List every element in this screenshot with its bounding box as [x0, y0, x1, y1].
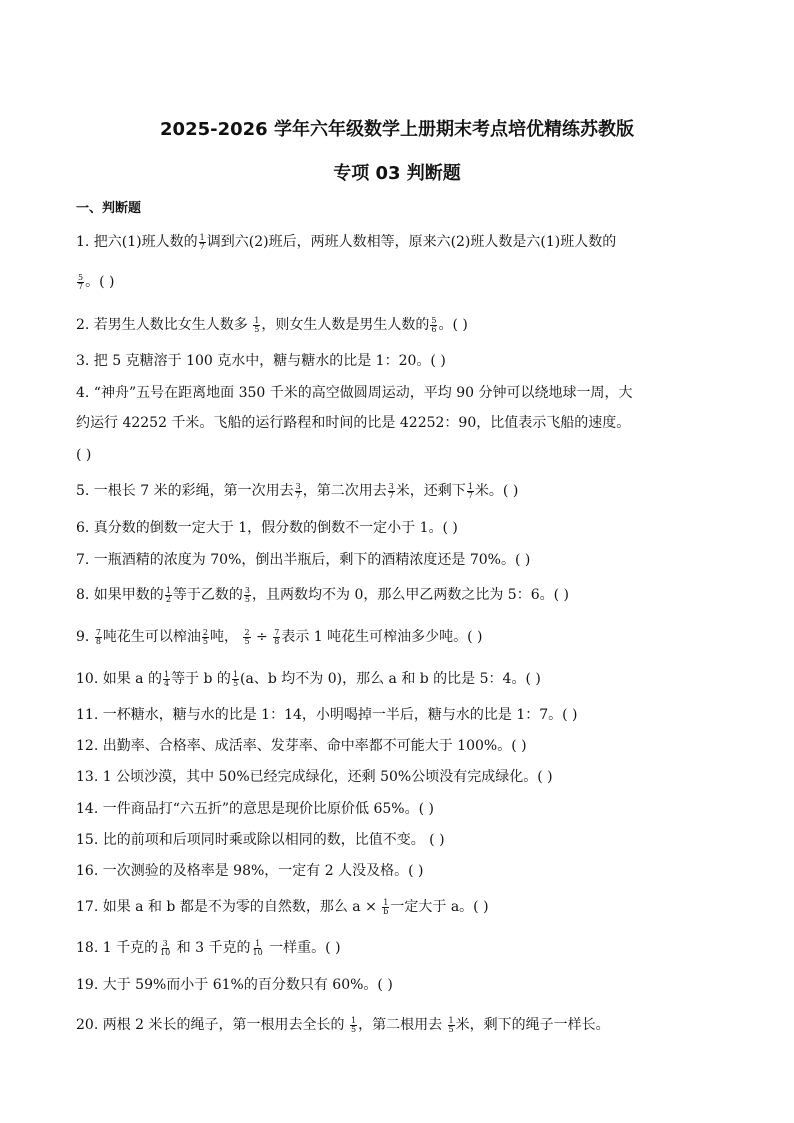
question-text: 等于乙数的 — [172, 587, 243, 603]
question-20 — [76, 1015, 610, 1035]
question-17 — [76, 897, 489, 917]
question-text: 5. 一根长 7 米的彩绳，第一次用去 — [76, 483, 294, 499]
fraction: $\frac{1}{10}$ — [252, 938, 263, 957]
question-text: 表示 1 吨花生可榨油多少吨。( ) — [281, 629, 483, 645]
question-19: 19. 大于 59%而小于 61%的百分数只有 60%。( ) — [76, 977, 393, 993]
question-text: 2. 若男生人数比女生人数多 — [76, 317, 248, 333]
question-text: ，且两数均不为 0，那么甲乙两数之比为 5：6。( ) — [252, 587, 569, 603]
question-11: 11. 一杯糖水，糖与水的比是 1：14，小明喝掉一半后，糖与水的比是 1：7。( ) — [76, 707, 578, 723]
question-text: ，第二根用去 — [358, 1017, 443, 1033]
document-title: 2025-2026 学年六年级数学上册期末考点培优精练苏教版 — [160, 119, 634, 140]
question-8 — [76, 585, 569, 605]
question-text: 10. 如果 a 的 — [76, 671, 162, 687]
question-3: 3. 把 5 克糖溶于 100 克水中，糖与糖水的比是 1：20。( ) — [76, 353, 446, 369]
question-text: 吨花生可以榨油 — [102, 629, 201, 645]
fraction: $\frac{7}{8}$ — [95, 627, 101, 646]
question-16: 16. 一次测验的及格率是 98%，一定有 2 人没及格。( ) — [76, 863, 424, 879]
fraction: $\frac{3}{10}$ — [160, 938, 171, 957]
fraction: $\frac{1}{7}$ — [467, 481, 473, 500]
question-text: 18. 1 千克的 — [76, 940, 159, 956]
question-text: ，第二次用去 — [302, 483, 387, 499]
question-2 — [76, 315, 468, 335]
question-9 — [76, 627, 482, 647]
fraction: $\frac{5}{7}$ — [78, 272, 84, 291]
question-5 — [76, 481, 518, 501]
fraction: $\frac{3}{7}$ — [295, 481, 301, 500]
question-text: 8. 如果甲数的 — [76, 587, 164, 603]
fraction: $\frac{5}{6}$ — [431, 315, 437, 334]
fraction: $\frac{1}{5}$ — [232, 669, 239, 688]
question-15: 15. 比的前项和后项同时乘或除以相同的数，比值不变。 ( ) — [76, 832, 445, 848]
question-text: 米。( ) — [474, 483, 519, 499]
question-text: 1. 把六(1)班人数的 — [76, 234, 198, 250]
fraction: $\frac{1}{7}$ — [199, 232, 205, 251]
question-text: 米，还剩下 — [395, 483, 466, 499]
question-1-line-1 — [76, 232, 616, 252]
fraction: $\frac{1}{4}$ — [163, 669, 170, 688]
question-18 — [76, 938, 341, 958]
question-text: 和 3 千克的 — [176, 940, 251, 956]
question-7: 7. 一瓶酒精的浓度为 70%，倒出半瓶后，剩下的酒精浓度还是 70%。( ) — [76, 552, 531, 568]
fraction: $\frac{3}{7}$ — [388, 481, 394, 500]
question-text: 一定大于 a。( ) — [390, 899, 489, 915]
question-text: 等于 b 的 — [171, 671, 231, 687]
fraction: $\frac{2}{5}$ — [244, 627, 250, 646]
fraction: $\frac{1}{5}$ — [350, 1015, 357, 1034]
question-12: 12. 出勤率、合格率、成活率、发芽率、命中率都不可能大于 100%。( ) — [76, 738, 527, 754]
question-text: 吨， — [210, 629, 238, 645]
fraction: $\frac{1}{b}$ — [383, 897, 389, 916]
question-text: 9. — [76, 629, 90, 645]
question-text: 17. 如果 a 和 b 都是不为零的自然数，那么 a × — [76, 899, 377, 915]
question-text: 。( ) — [85, 274, 115, 290]
question-text: ，则女生人数是男生人数的 — [261, 317, 430, 333]
question-14: 14. 一件商品打“六五折”的意思是现价比原价低 65%。( ) — [76, 801, 434, 817]
question-4-line-2: 约运行 42252 千米。飞船的运行路程和时间的比是 42252：90，比值表示飞船的速度。 — [76, 415, 631, 431]
fraction: $\frac{7}{8}$ — [274, 627, 280, 646]
question-4-line-3: ( ) — [76, 447, 92, 463]
question-text: ÷ — [251, 629, 273, 645]
question-13: 13. 1 公顷沙漠，其中 50%已经完成绿化，还剩 50%公顷没有完成绿化。( ) — [76, 769, 553, 785]
fraction: $\frac{1}{5}$ — [254, 315, 260, 334]
fraction: $\frac{1}{5}$ — [448, 1015, 454, 1034]
question-text: 20. 两根 2 米长的绳子，第一根用去全长的 — [76, 1017, 345, 1033]
question-text: (a、b 均不为 0)，那么 a 和 b 的比是 5：4。( ) — [240, 671, 541, 687]
question-text: 米，剩下的绳子一样长。 — [455, 1017, 610, 1033]
question-1-line-2 — [76, 272, 114, 292]
question-text: 一样重。( ) — [269, 940, 341, 956]
section-heading: 一、判断题 — [76, 201, 142, 216]
question-4-line-1: 4. “神舟”五号在距离地面 350 千米的高空做圆周运动，平均 90 分钟可以绕地球一周，大 — [76, 385, 633, 401]
fraction: $\frac{3}{5}$ — [244, 585, 250, 604]
fraction: $\frac{1}{2}$ — [165, 585, 171, 604]
question-text: 。( ) — [438, 317, 468, 333]
document-subtitle: 专项 03 判断题 — [333, 163, 461, 184]
question-10 — [76, 669, 541, 689]
question-text: 调到六(2)班后，两班人数相等，原来六(2)班人数是六(1)班人数的 — [206, 234, 617, 250]
fraction: $\frac{2}{5}$ — [202, 627, 208, 646]
question-6: 6. 真分数的倒数一定大于 1，假分数的倒数不一定小于 1。( ) — [76, 520, 458, 536]
